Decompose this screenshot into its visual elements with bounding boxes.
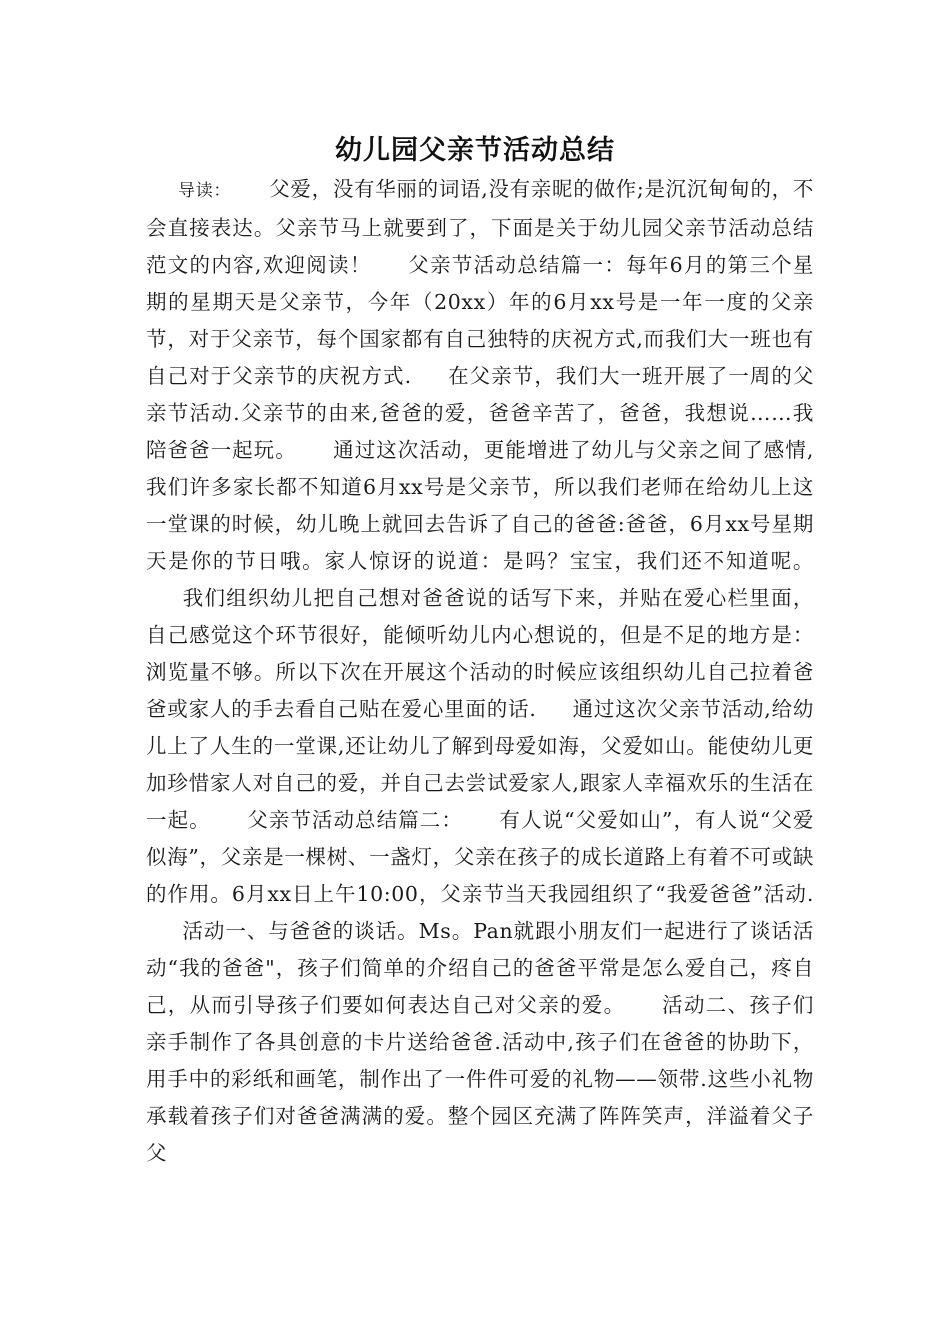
section1-paragraph-3: 通过这次活动，更能增进了幼儿与父亲之间了感情,我们许多家长都不知道6月xx号是父亲节，所以我们老师在给幼儿上这一堂课的时候，幼儿晚上就回去告诉了自己的爸爸:爸爸，6月xx号星期天是你的节日哦。家人惊讶的说道：是吗？宝宝，我们还不知道呢。 <box>146 438 814 573</box>
document-title: 幼儿园父亲节活动总结 <box>335 135 615 166</box>
section1-paragraph-4: 我们组织幼儿把自己想对爸爸说的话写下来，并贴在爱心栏里面，自己感觉这个环节很好，能倾听幼儿内心想说的，但是不足的地方是：浏览量不够。所以下次在开展这个活动的时候应该组织幼儿自己拉着爸爸或家人的手去看自己贴在爱心里面的话. <box>146 586 814 721</box>
intro-label: 导读： <box>178 181 232 201</box>
section1-paragraph-2: 在父亲节，我们大一班开展了一周的父亲节活动.父亲节的由来,爸爸的爱，爸爸辛苦了，爸爸，我想说……我陪爸爸一起玩。 <box>146 364 814 462</box>
section2-paragraph-3: 活动二、孩子们亲手制作了各具创意的卡片送给爸爸.活动中,孩子们在爸爸的协助下，用手中的彩纸和画笔，制作出了一件件可爱的礼物——领带.这些小礼物承载着孩子们对爸爸满满的爱。整个园区充满了阵阵笑声，洋溢着父子父 <box>146 993 815 1165</box>
section1-paragraph-1: 每年6月的第三个星期的星期天是父亲节，今年（20xx）年的6月xx号是一年一度的父亲节，对于父亲节，每个国家都有自己独特的庆祝方式,而我们大一班也有自己对于父亲节的庆祝方式. <box>146 253 814 388</box>
section2-paragraph-2: 活动一、与爸爸的谈话。Ms。Pan就跟小朋友们一起进行了谈话活动“我的爸爸"，孩子们简单的介绍自己的爸爸平常是怎么爱自己，疼自己，从而引导孩子们要如何表达自己对父亲的爱。 <box>146 919 814 1017</box>
section2-heading: 父亲节活动总结篇二： <box>246 808 463 832</box>
intro-text: 父爱，没有华丽的词语,没有亲昵的做作;是沉沉甸甸的，不会直接表达。父亲节马上就要到了，下面是关于幼儿园父亲节活动总结范文的内容,欢迎阅读！ <box>146 177 814 277</box>
document-body <box>146 171 814 1172</box>
section1-heading: 父亲节活动总结篇一： <box>407 253 627 277</box>
section2-paragraph-1: 有人说“父爱如山”，有人说“父爱似海”，父亲是一棵树、一盏灯，父亲在孩子的成长道路上有着不可或缺的作用。6月xx日上午10:00，父亲节当天我园组织了“我爱爸爸”活动. <box>146 808 814 906</box>
section1-paragraph-5: 通过这次父亲节活动,给幼儿上了人生的一堂课,还让幼儿了解到母爱如海，父爱如山。能使幼儿更加珍惜家人对自己的爱，并自己去尝试爱家人,跟家人幸福欢乐的生活在一起。 <box>146 697 814 832</box>
